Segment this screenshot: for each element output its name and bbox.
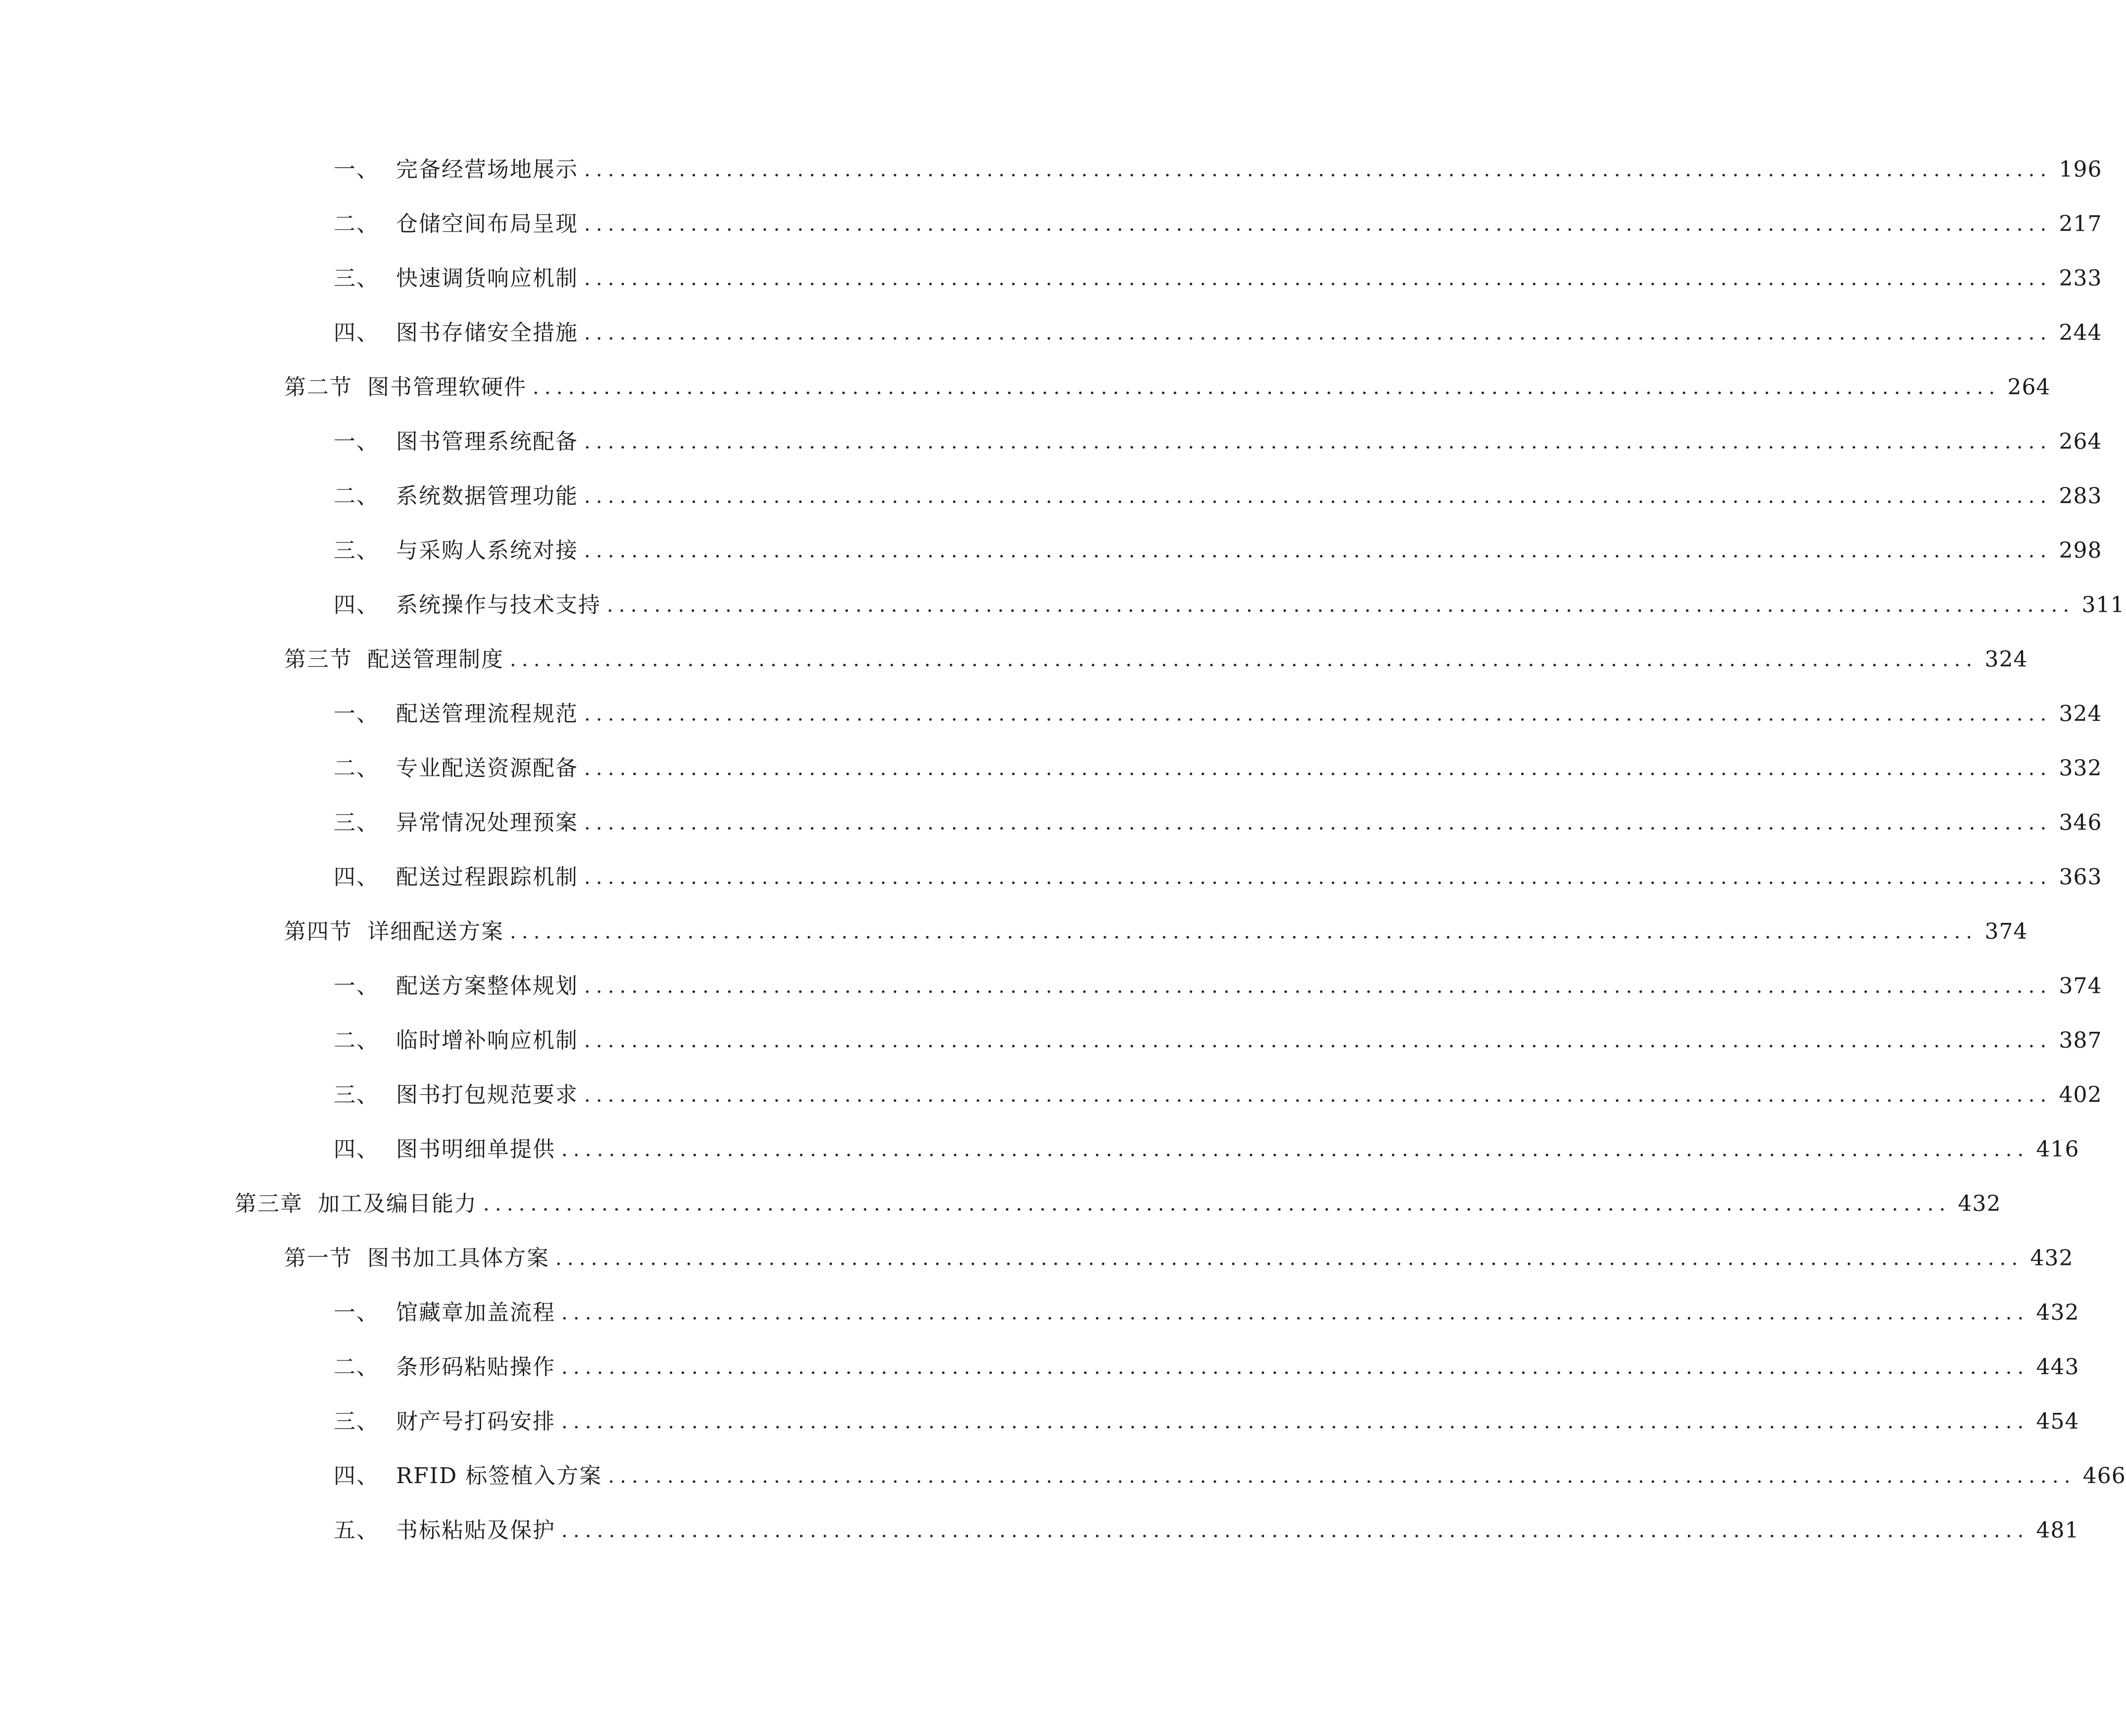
toc-entry-page: 264 (2007, 375, 2051, 400)
toc-entry-title: 异常情况处理预案 (396, 810, 578, 835)
dot-leader: ............................................................................................................................ (584, 267, 2052, 290)
toc-entry-title: 图书存储安全措施 (396, 320, 578, 345)
toc-entry-number: 一、 (334, 973, 379, 999)
toc-entry[interactable] (0, 1068, 2102, 1122)
toc-entry-number: 四、 (334, 320, 379, 345)
toc-entry-number: 一、 (334, 701, 379, 726)
toc-entry[interactable] (0, 578, 2125, 632)
toc-entry-number: 三、 (334, 1082, 379, 1108)
table-of-contents (0, 143, 2126, 1558)
dot-leader: ............................................................................................................................ (584, 431, 2052, 453)
toc-entry[interactable] (0, 959, 2102, 1013)
dot-leader: ............................................................................................................................ (483, 1193, 1951, 1215)
toc-entry-page: 217 (2059, 211, 2102, 237)
toc-entry[interactable] (0, 1395, 2079, 1449)
toc-entry-title: 专业配送资源配备 (396, 756, 578, 781)
dot-leader: ............................................................................................................................ (510, 648, 1978, 671)
toc-entry-number: 一、 (334, 429, 379, 454)
toc-entry-page: 196 (2059, 157, 2102, 182)
toc-entry[interactable] (0, 850, 2102, 905)
dot-leader: ............................................................................................................................ (584, 158, 2052, 181)
dot-leader: ............................................................................................................................ (584, 1029, 2052, 1052)
toc-entry[interactable] (0, 197, 2102, 251)
toc-entry[interactable] (0, 1449, 2126, 1503)
toc-entry[interactable] (0, 1122, 2079, 1177)
dot-leader: ............................................................................................................................ (561, 1302, 2029, 1324)
dot-leader: ............................................................................................................................ (584, 1084, 2052, 1107)
toc-entry[interactable] (0, 1503, 2079, 1558)
toc-entry[interactable] (0, 415, 2102, 469)
toc-entry-title: 详细配送方案 (367, 919, 504, 944)
toc-entry-page: 264 (2059, 429, 2102, 454)
toc-entry-page: 311 (2081, 592, 2125, 618)
toc-entry-title: 完备经营场地展示 (396, 157, 578, 182)
toc-entry-title: RFID 标签植入方案 (396, 1463, 602, 1489)
toc-entry[interactable] (0, 687, 2102, 741)
toc-entry[interactable] (0, 1013, 2102, 1068)
toc-entry[interactable] (0, 796, 2102, 850)
toc-entry-page: 432 (2030, 1246, 2074, 1271)
toc-entry-title: 系统操作与技术支持 (396, 592, 601, 618)
toc-entry-page: 324 (1984, 647, 2028, 672)
toc-entry[interactable] (0, 306, 2102, 360)
toc-entry-page: 374 (2059, 973, 2102, 999)
dot-leader: ............................................................................................................................ (561, 1410, 2029, 1433)
toc-entry-title: 馆藏章加盖流程 (396, 1300, 555, 1325)
toc-entry-number: 四、 (334, 865, 379, 890)
toc-entry-number: 二、 (334, 1354, 379, 1380)
dot-leader: ............................................................................................................................ (555, 1247, 2024, 1270)
dot-leader: ............................................................................................................................ (561, 1519, 2029, 1542)
dot-leader: ............................................................................................................................ (584, 539, 2052, 562)
toc-entry-page: 466 (2082, 1463, 2126, 1489)
toc-entry-number: 第二节 (284, 375, 352, 400)
toc-entry[interactable] (0, 741, 2102, 796)
dot-leader: ............................................................................................................................ (584, 975, 2052, 998)
toc-entry[interactable] (0, 524, 2102, 578)
toc-entry-page: 363 (2059, 865, 2102, 890)
toc-entry-title: 书标粘贴及保护 (396, 1518, 555, 1543)
toc-entry[interactable] (0, 469, 2102, 524)
toc-entry-number: 第一节 (284, 1246, 352, 1271)
dot-leader: ............................................................................................................................ (510, 920, 1978, 943)
toc-entry-number: 四、 (334, 592, 379, 618)
toc-entry-title: 财产号打码安排 (396, 1409, 555, 1434)
toc-entry-page: 402 (2059, 1082, 2102, 1108)
dot-leader: ............................................................................................................................ (533, 376, 2001, 399)
toc-entry-number: 四、 (334, 1137, 379, 1162)
toc-entry-page: 374 (1984, 919, 2028, 944)
toc-entry-page: 454 (2036, 1409, 2079, 1434)
toc-entry-number: 三、 (334, 1409, 379, 1434)
toc-section-entry[interactable] (0, 632, 2028, 687)
toc-entry-page: 443 (2036, 1354, 2079, 1380)
toc-entry[interactable] (0, 1286, 2079, 1340)
toc-entry-title: 配送过程跟踪机制 (396, 865, 578, 890)
toc-entry-page: 432 (1958, 1191, 2001, 1216)
dot-leader: ............................................................................................................................ (584, 866, 2052, 889)
toc-entry-title: 临时增补响应机制 (396, 1028, 578, 1053)
toc-entry[interactable] (0, 143, 2102, 197)
toc-section-entry[interactable] (0, 1231, 2074, 1286)
toc-entry-page: 416 (2036, 1137, 2079, 1162)
toc-entry-number: 五、 (334, 1518, 379, 1543)
toc-entry-title: 与采购人系统对接 (396, 538, 578, 563)
toc-section-entry[interactable] (0, 905, 2028, 959)
dot-leader: ............................................................................................................................ (584, 213, 2052, 236)
toc-entry-page: 283 (2059, 483, 2102, 509)
toc-entry-title: 加工及编目能力 (318, 1191, 477, 1216)
dot-leader: ............................................................................................................................ (561, 1356, 2029, 1379)
toc-entry-title: 图书加工具体方案 (367, 1246, 549, 1271)
toc-entry-title: 图书打包规范要求 (396, 1082, 578, 1108)
toc-entry-number: 二、 (334, 1028, 379, 1053)
toc-entry-page: 324 (2059, 701, 2102, 726)
toc-entry-title: 配送管理制度 (367, 647, 504, 672)
toc-entry-number: 第四节 (284, 919, 352, 944)
toc-entry-number: 一、 (334, 157, 379, 182)
toc-entry[interactable] (0, 1340, 2079, 1395)
dot-leader: ............................................................................................................................ (608, 1465, 2076, 1488)
toc-chapter-entry[interactable] (0, 1177, 2001, 1231)
toc-entry-number: 二、 (334, 756, 379, 781)
toc-entry-number: 第三节 (284, 647, 352, 672)
toc-entry-number: 三、 (334, 266, 379, 291)
toc-entry-title: 仓储空间布局呈现 (396, 211, 578, 237)
toc-entry-number: 第三章 (235, 1191, 303, 1216)
toc-entry-page: 233 (2059, 266, 2102, 291)
toc-entry-number: 一、 (334, 1300, 379, 1325)
dot-leader: ............................................................................................................................ (584, 485, 2052, 508)
toc-entry-page: 481 (2036, 1518, 2079, 1543)
toc-entry-title: 图书管理软硬件 (367, 375, 527, 400)
toc-entry-number: 三、 (334, 810, 379, 835)
toc-entry-number: 三、 (334, 538, 379, 563)
dot-leader: ............................................................................................................................ (584, 812, 2052, 834)
toc-entry-number: 二、 (334, 483, 379, 509)
toc-section-entry[interactable] (0, 360, 2051, 415)
dot-leader: ............................................................................................................................ (561, 1138, 2029, 1161)
toc-entry[interactable] (0, 251, 2102, 306)
toc-entry-number: 四、 (334, 1463, 379, 1489)
dot-leader: ............................................................................................................................ (584, 757, 2052, 780)
toc-entry-title: 系统数据管理功能 (396, 483, 578, 509)
toc-entry-title: 图书明细单提供 (396, 1137, 555, 1162)
dot-leader: ............................................................................................................................ (607, 594, 2075, 617)
toc-entry-page: 432 (2036, 1300, 2079, 1325)
toc-entry-page: 387 (2059, 1028, 2102, 1053)
toc-entry-page: 244 (2059, 320, 2102, 345)
toc-entry-title: 快速调货响应机制 (396, 266, 578, 291)
toc-entry-title: 图书管理系统配备 (396, 429, 578, 454)
toc-entry-page: 298 (2059, 538, 2102, 563)
toc-entry-title: 条形码粘贴操作 (396, 1354, 555, 1380)
dot-leader: ............................................................................................................................ (584, 703, 2052, 725)
toc-entry-title: 配送管理流程规范 (396, 701, 578, 726)
toc-entry-page: 346 (2059, 810, 2102, 835)
toc-entry-title: 配送方案整体规划 (396, 973, 578, 999)
toc-entry-page: 332 (2059, 756, 2102, 781)
dot-leader: ............................................................................................................................ (584, 322, 2052, 344)
toc-entry-number: 二、 (334, 211, 379, 237)
